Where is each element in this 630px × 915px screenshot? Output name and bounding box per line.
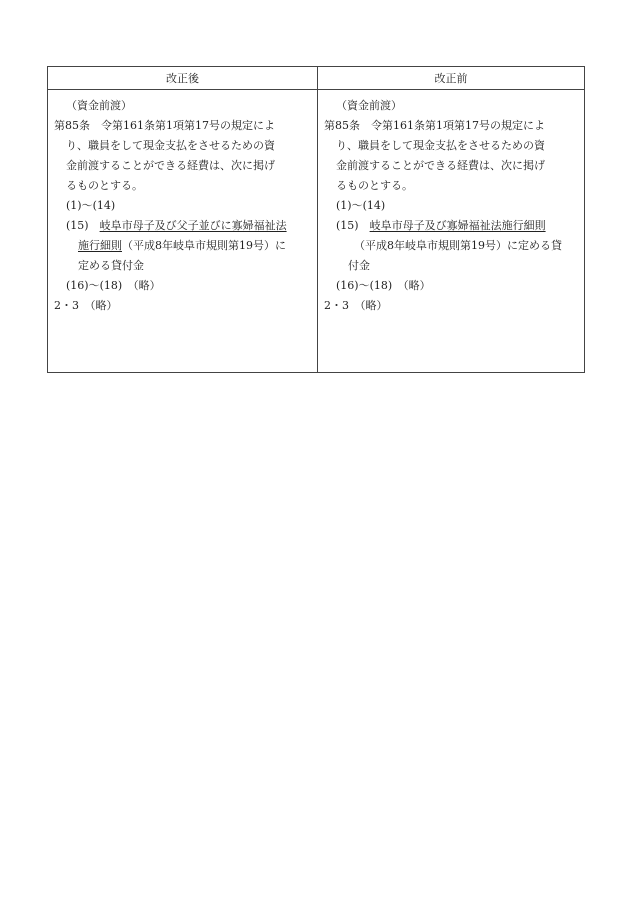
- article-line-3: 金前渡することができる経費は、次に掲げ: [66, 159, 275, 172]
- after-revision-cell: [48, 90, 318, 372]
- item-15-line-2: [54, 236, 313, 256]
- item-1-14: (1)～(14): [66, 199, 116, 212]
- item-15-line-1: [324, 216, 580, 236]
- article-line-4: るものとする。: [336, 179, 413, 192]
- paragraph-2-3: 2・3 （略）: [54, 299, 118, 312]
- article-line-3: 金前渡することができる経費は、次に掲げ: [336, 159, 545, 172]
- item-15-number: (15): [336, 219, 359, 232]
- item-15-line-3: 定める貸付金: [78, 259, 144, 272]
- item-15-line-2: （平成8年岐阜市規則第19号）に定める貸: [354, 239, 562, 252]
- paragraph-2-3: 2・3 （略）: [324, 299, 388, 312]
- article-line-1: 第85条 令第161条第1項第17号の規定によ: [324, 119, 545, 132]
- article-line-1: 第85条 令第161条第1項第17号の規定によ: [54, 119, 275, 132]
- item-15-amended-text-cont: 施行細則: [78, 239, 122, 252]
- item-16-18: (16)～(18) （略）: [336, 279, 431, 292]
- before-revision-cell: [318, 90, 584, 372]
- header-before-revision: 改正前: [318, 67, 584, 90]
- article-line-2: り、職員をして現金支払をさせるための資: [336, 139, 545, 152]
- item-15-amended-text: 岐阜市母子及び父子並びに寡婦福祉法: [99, 219, 287, 232]
- article-caption: （資金前渡）: [66, 99, 132, 112]
- item-15-rule-ref: （平成8年岐阜市規則第19号）に: [122, 239, 286, 252]
- article-line-4: るものとする。: [66, 179, 143, 192]
- item-15-number: (15): [66, 219, 89, 232]
- item-15-line-3: 付金: [348, 259, 370, 272]
- item-16-18: (16)～(18) （略）: [66, 279, 161, 292]
- header-after-revision: 改正後: [48, 67, 318, 90]
- article-line-2: り、職員をして現金支払をさせるための資: [66, 139, 275, 152]
- article-caption: （資金前渡）: [336, 99, 402, 112]
- item-15-line-1: [54, 216, 313, 236]
- item-1-14: (1)～(14): [336, 199, 386, 212]
- comparison-table: [47, 66, 585, 373]
- item-15-original-text: 岐阜市母子及び寡婦福祉法施行細則: [369, 219, 546, 232]
